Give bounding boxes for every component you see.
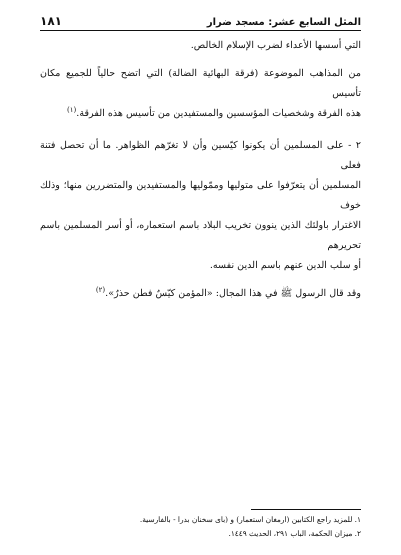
footnote-ref-2[interactable]: (٢) [95,285,106,294]
page-number: ١٨١ [40,14,62,28]
footnotes [40,513,361,541]
footnote-ref-1[interactable]: (١) [67,105,77,114]
text-line: الاغترار باولئك الذين ينوون تخريب البلاد باسم استعماره، أو أسر المسلمين باسم تحريرهم [40,220,361,251]
body-text [40,36,361,304]
text-line: هذه الفرقة وشخصيات المؤسسين والمستفيدين من تأسيس هذه الفرقة. [76,108,361,119]
footnote-divider [251,509,361,510]
paragraph-4 [40,284,361,304]
running-title: المثل السابع عشر: مسجد ضرار [206,17,361,28]
paragraph-1 [40,36,361,56]
text-line: أو سلب الدين عنهم باسم الدين نفسه. [209,260,361,271]
page-header [40,8,361,31]
text-line: المسلمين أن يتعرّفوا على متوليها وممّوليها والمستفيدين والمتضررين منها؛ وذلك خوف [40,180,361,211]
paragraph-3 [40,136,361,276]
text-line: التي أسسها الأعداء لضرب الإسلام الخالص. [190,40,361,51]
text-line: ٢ - على المسلمين أن يكونوا كيّسين وأن لا تغرّهم الظواهر. ما أن تحصل فتنة فعلى [40,140,361,171]
text-line: وقد قال الرسول ﷺ في هذا المجال: «المؤمن كيّسٌ فطن حذرٌ». [105,288,361,299]
paragraph-2 [40,64,361,124]
footnote-1: ١. للمزيد راجع الكتابين (ارمغان استعمار) و (باى سخنان بدرا - بالفارسية. [139,515,361,524]
footnote-2: ٢. ميزان الحكمة، الباب ٢٩١، الحديث ١٤٤٩. [228,529,361,538]
text-line: من المذاهب الموضوعة (فرقة البهائية الضالة) التي اتضح حالياً للجميع مكان تأسيس [40,68,361,99]
